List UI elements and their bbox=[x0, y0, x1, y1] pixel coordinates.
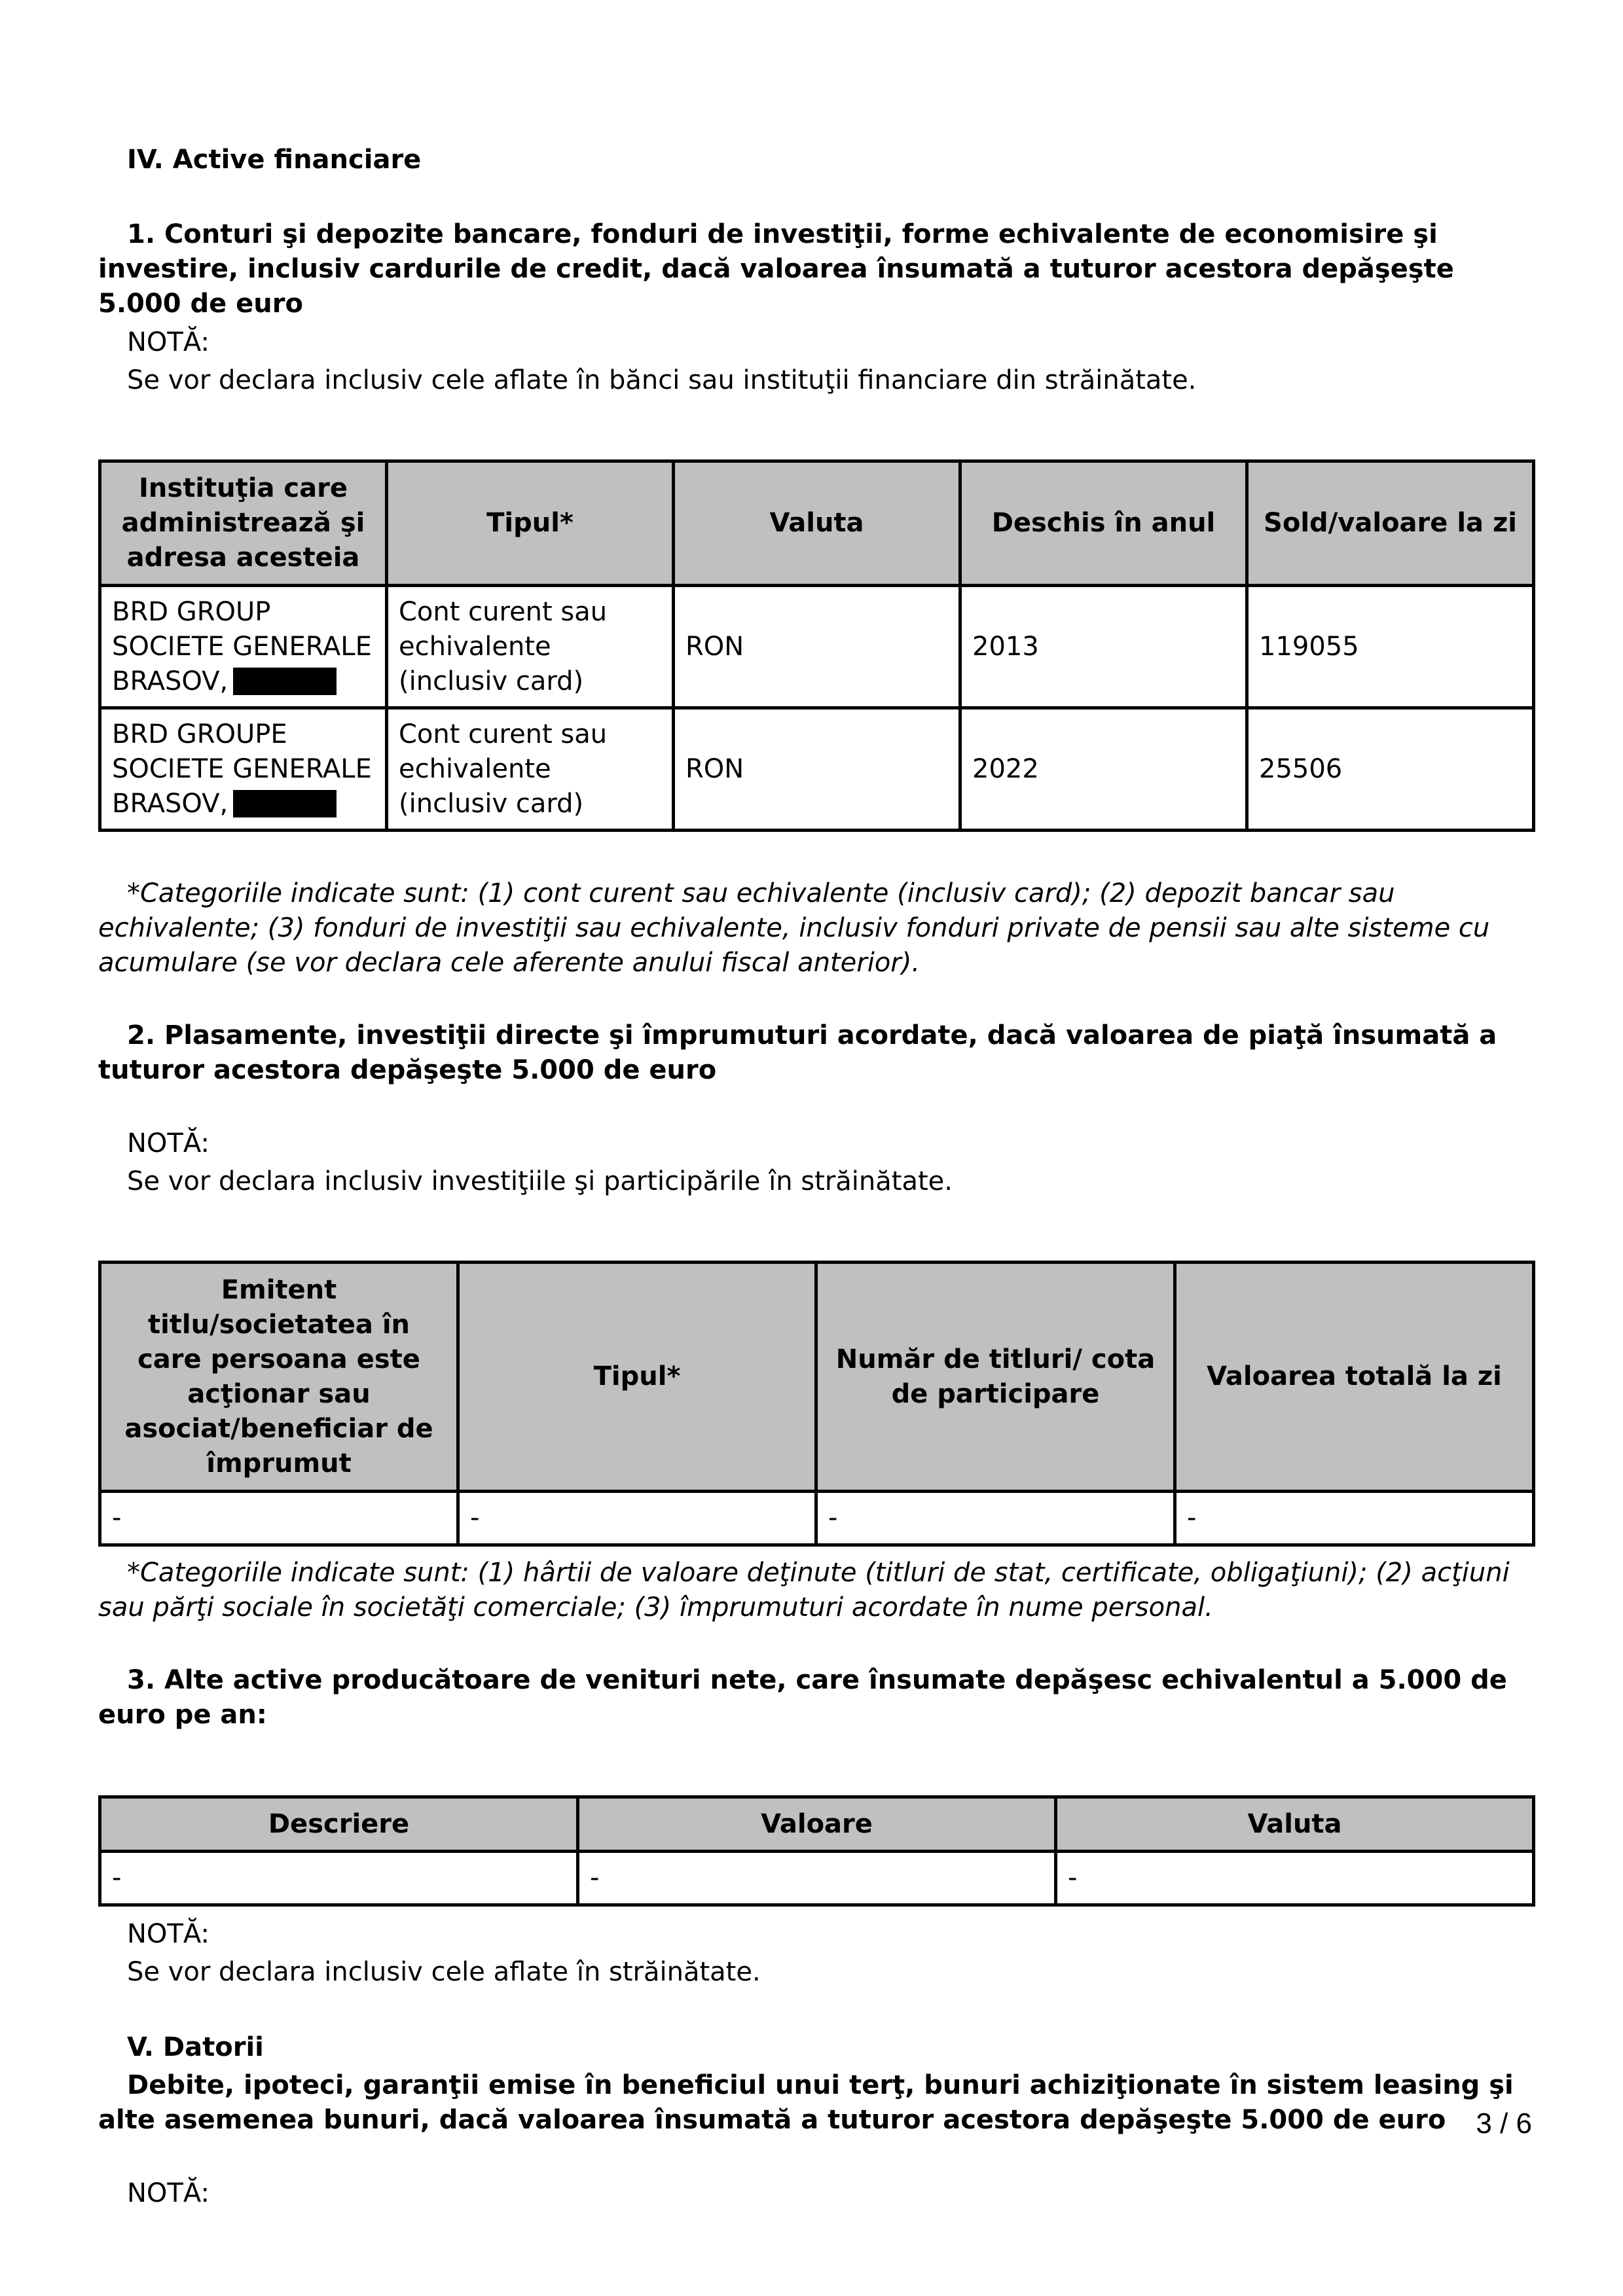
year-cell: 2013 bbox=[960, 586, 1247, 708]
header-balance: Sold/valoare la zi bbox=[1247, 461, 1534, 586]
header-opened-year: Deschis în anul bbox=[960, 461, 1247, 586]
header-total-value: Valoarea totală la zi bbox=[1175, 1263, 1534, 1492]
type-cell: Cont curent sau echivalente (inclusiv card) bbox=[387, 586, 674, 708]
table-row bbox=[100, 1852, 1534, 1905]
section-1-note-text: Se vor declara inclusiv cele aflate în bănci sau instituţii financiare din străinătate. bbox=[127, 365, 1197, 395]
table-row bbox=[100, 1492, 1534, 1545]
page-number: 3 / 6 bbox=[1476, 2108, 1532, 2140]
institution-cell bbox=[100, 708, 387, 831]
header-type: Tipul* bbox=[387, 461, 674, 586]
document-page bbox=[98, 0, 1532, 2296]
institution-line bbox=[112, 787, 374, 821]
institution-city: BRASOV, bbox=[112, 666, 228, 696]
other-assets-table bbox=[98, 1795, 1535, 1907]
section-2-heading: 2. Plasamente, investiţii directe şi împrumuturi acordate, dacă valoarea de piaţă însumată a tuturor acestora depăşeşte 5.000 de euro bbox=[98, 1020, 1497, 1085]
header-institution: Instituţia care administrează şi adresa acesteia bbox=[100, 461, 387, 586]
institution-line: BRD GROUPE bbox=[112, 719, 287, 749]
type-cell: - bbox=[458, 1492, 816, 1545]
header-currency: Valuta bbox=[674, 461, 960, 586]
balance-cell: 25506 bbox=[1247, 708, 1534, 831]
header-type: Tipul* bbox=[458, 1263, 816, 1492]
table-row bbox=[100, 586, 1534, 708]
section-v-title: V. Datorii bbox=[127, 2032, 264, 2062]
investments-table-header bbox=[100, 1263, 1534, 1492]
section-1-heading: 1. Conturi şi depozite bancare, fonduri de investiţii, forme echivalente de economisire şi investire, inclusiv cardurile de credit, dacă valoarea însumată a tuturor acestora depăşeşte 5.000 de euro bbox=[98, 219, 1454, 319]
header-value: Valoare bbox=[578, 1797, 1056, 1852]
balance-cell: 119055 bbox=[1247, 586, 1534, 708]
investments-table bbox=[98, 1261, 1535, 1547]
currency-cell: RON bbox=[674, 586, 960, 708]
year-cell: 2022 bbox=[960, 708, 1247, 831]
header-currency: Valuta bbox=[1056, 1797, 1534, 1852]
currency-cell: RON bbox=[674, 708, 960, 831]
institution-line: SOCIETE GENERALE bbox=[112, 631, 372, 662]
section-2-note-text: Se vor declara inclusiv investiţiile şi participările în străinătate. bbox=[127, 1166, 953, 1196]
description-cell: - bbox=[100, 1852, 578, 1905]
section-3-note-text: Se vor declara inclusiv cele aflate în străinătate. bbox=[127, 1957, 761, 1987]
institution-line: BRD GROUP bbox=[112, 596, 271, 627]
issuer-cell: - bbox=[100, 1492, 458, 1545]
value-cell: - bbox=[578, 1852, 1056, 1905]
accounts-table-header bbox=[100, 461, 1534, 586]
section-3-heading: 3. Alte active producătoare de venituri nete, care însumate depăşesc echivalentul a 5.000 de euro pe an: bbox=[98, 1665, 1507, 1730]
redaction-box bbox=[233, 790, 337, 817]
institution-cell bbox=[100, 586, 387, 708]
header-description: Descriere bbox=[100, 1797, 578, 1852]
accounts-table bbox=[98, 459, 1535, 832]
header-share-count: Număr de titluri/ cota de participare bbox=[816, 1263, 1175, 1492]
section-1-note-label: NOTĂ: bbox=[127, 327, 210, 357]
total-value-cell: - bbox=[1175, 1492, 1534, 1545]
institution-city: BRASOV, bbox=[112, 788, 228, 819]
other-assets-table-header bbox=[100, 1797, 1534, 1852]
section-iv-title: IV. Active financiare bbox=[127, 145, 422, 175]
section-2-note-label: NOTĂ: bbox=[127, 1128, 210, 1158]
section-v-note-label: NOTĂ: bbox=[127, 2178, 210, 2208]
section-1-footnote: *Categoriile indicate sunt: (1) cont curent sau echivalente (inclusiv card); (2) depozit bancar sau echivalente; (3) fonduri de investiţii sau echivalente, inclusiv fonduri private de pensii sau alte sisteme cu acumulare (se vor declara cele aferente anului fiscal anterior). bbox=[98, 878, 1490, 978]
section-3-note-label: NOTĂ: bbox=[127, 1919, 210, 1949]
section-v-heading: Debite, ipoteci, garanţii emise în beneficiul unui terţ, bunuri achiziţionate în sistem leasing şi alte asemenea bunuri, dacă valoarea însumată a tuturor acestora depăşeşte 5.000 de euro bbox=[98, 2070, 1514, 2135]
institution-line bbox=[112, 664, 374, 699]
institution-line: SOCIETE GENERALE bbox=[112, 753, 372, 784]
table-row bbox=[100, 708, 1534, 831]
redaction-box bbox=[233, 668, 337, 695]
header-issuer: Emitent titlu/societatea în care persoana este acţionar sau asociat/beneficiar de împrumut bbox=[100, 1263, 458, 1492]
type-cell: Cont curent sau echivalente (inclusiv card) bbox=[387, 708, 674, 831]
share-count-cell: - bbox=[816, 1492, 1175, 1545]
currency-cell: - bbox=[1056, 1852, 1534, 1905]
section-2-footnote: *Categoriile indicate sunt: (1) hârtii de valoare deţinute (titluri de stat, certificate, obligaţiuni); (2) acţiuni sau părţi sociale în societăţi comerciale; (3) împrumuturi acordate în nume personal. bbox=[98, 1558, 1510, 1623]
